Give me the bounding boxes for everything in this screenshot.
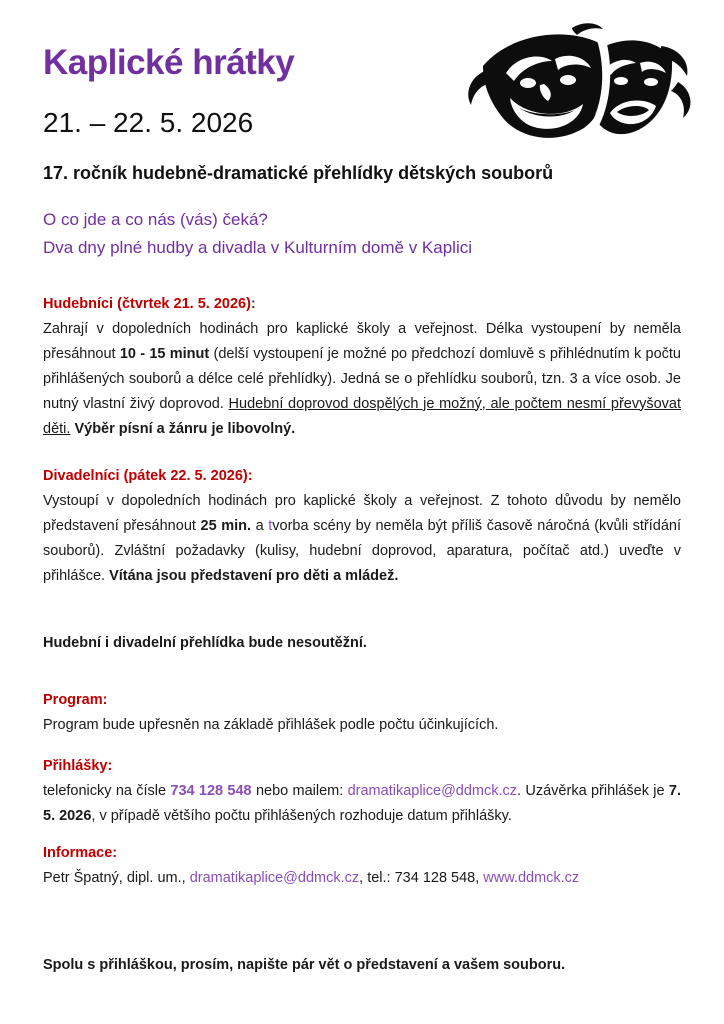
section-applications-body <box>43 779 681 829</box>
text-run: Petr Špatný, dipl. um., <box>43 869 190 886</box>
event-subtitle: 17. ročník hudebně-dramatické přehlídky dětských souborů <box>43 162 554 183</box>
text-run: Zahrají v dopoledních hodinách pro kaplické školy a veřejnost. Délka vystoupení by neměla přesáhnout <box>43 320 681 362</box>
text-run: 25 min. <box>200 517 252 534</box>
text-run: telefonicky na čísle <box>43 782 171 799</box>
text-run: Program bude upřesněn na základě přihlášek podle počtu účinkujících. <box>43 716 499 733</box>
text-run: . Uzávěrka přihlášek je <box>517 782 669 799</box>
closing-note: Spolu s přihláškou, prosím, napište pár vět o představení a vašem souboru. <box>43 956 566 973</box>
email-link[interactable]: dramatikaplice@ddmck.cz <box>347 782 518 799</box>
text-run: 7. 5. 2026 <box>43 782 681 824</box>
website-link[interactable]: www.ddmck.cz <box>483 869 580 886</box>
email-link[interactable]: dramatikaplice@ddmck.cz <box>189 869 360 886</box>
text-run: Výběr písní a žánru je libovolný. <box>74 420 296 437</box>
stray-colored-letter: t <box>268 517 273 534</box>
text-run: Hudební doprovod dospělých je možný, ale počtem nesmí převyšovat děti. <box>43 395 681 437</box>
text-run: Divadelníci (pátek 22. 5. 2026): <box>43 467 253 484</box>
section-applications <box>43 754 681 829</box>
section-musicians-heading <box>43 292 681 317</box>
event-dates: 21. – 22. 5. 2026 <box>43 106 254 138</box>
page-title: Kaplické hrátky <box>43 43 295 82</box>
section-program-body <box>43 713 681 738</box>
section-musicians-body <box>43 317 681 442</box>
text-run: Program: <box>43 691 108 708</box>
text-run: Přihlášky: <box>43 757 113 774</box>
section-info-body <box>43 866 681 891</box>
section-actors-heading <box>43 464 681 489</box>
text-run: Informace: <box>43 844 118 861</box>
text-run: , v případě většího počtu přihlášených rozhoduje datum přihlášky. <box>91 807 512 824</box>
intro-line-answer: Dva dny plné hudby a divadla v Kulturním domě v Kaplici <box>43 237 473 257</box>
text-run: nebo mailem: <box>251 782 348 799</box>
section-program-heading <box>43 688 681 713</box>
section-actors <box>43 464 681 589</box>
section-program <box>43 688 681 738</box>
text-run: (delší vystoupení je možné po předchozí domluvě s přihlédnutím k počtu přihlášených souborů a délce celé přehlídky). Jedná se o přehlídku souborů, tzn. 3 a více osob. Je nutný vlastní živý doprovod. <box>43 345 681 412</box>
intro-line-question: O co jde a co nás (vás) čeká? <box>43 209 268 229</box>
phone-number: 734 128 548 <box>170 782 252 799</box>
text-run: Hudebníci (čtvrtek 21. 5. 2026) <box>43 295 251 312</box>
section-musicians <box>43 292 681 442</box>
text-run: Vystoupí v dopoledních hodinách pro kaplické školy a veřejnost. Z tohoto důvodu by nemělo představení přesáhnout <box>43 492 681 534</box>
comedy-tragedy-masks-icon <box>456 20 696 150</box>
section-info-heading <box>43 841 681 866</box>
intro-text <box>43 206 681 262</box>
text-run: Vítána jsou představení pro děti a mládež. <box>109 567 399 584</box>
section-actors-body <box>43 489 681 589</box>
text-run: vorba scény by neměla být příliš časově náročná (kvůli střídání souborů). Zvláštní požadavky (kulisy, hudební doprovod, aparatura, počítač atd.) uveďte v přihlášce. <box>43 517 682 584</box>
text-run: : <box>250 295 256 312</box>
section-applications-heading <box>43 754 681 779</box>
text-run: a <box>251 517 269 534</box>
text-run: 10 - 15 minut <box>119 345 210 362</box>
text-run: , tel.: 734 128 548, <box>359 869 484 886</box>
non-competitive-note: Hudební i divadelní přehlídka bude nesoutěžní. <box>43 634 367 651</box>
section-info <box>43 841 681 891</box>
